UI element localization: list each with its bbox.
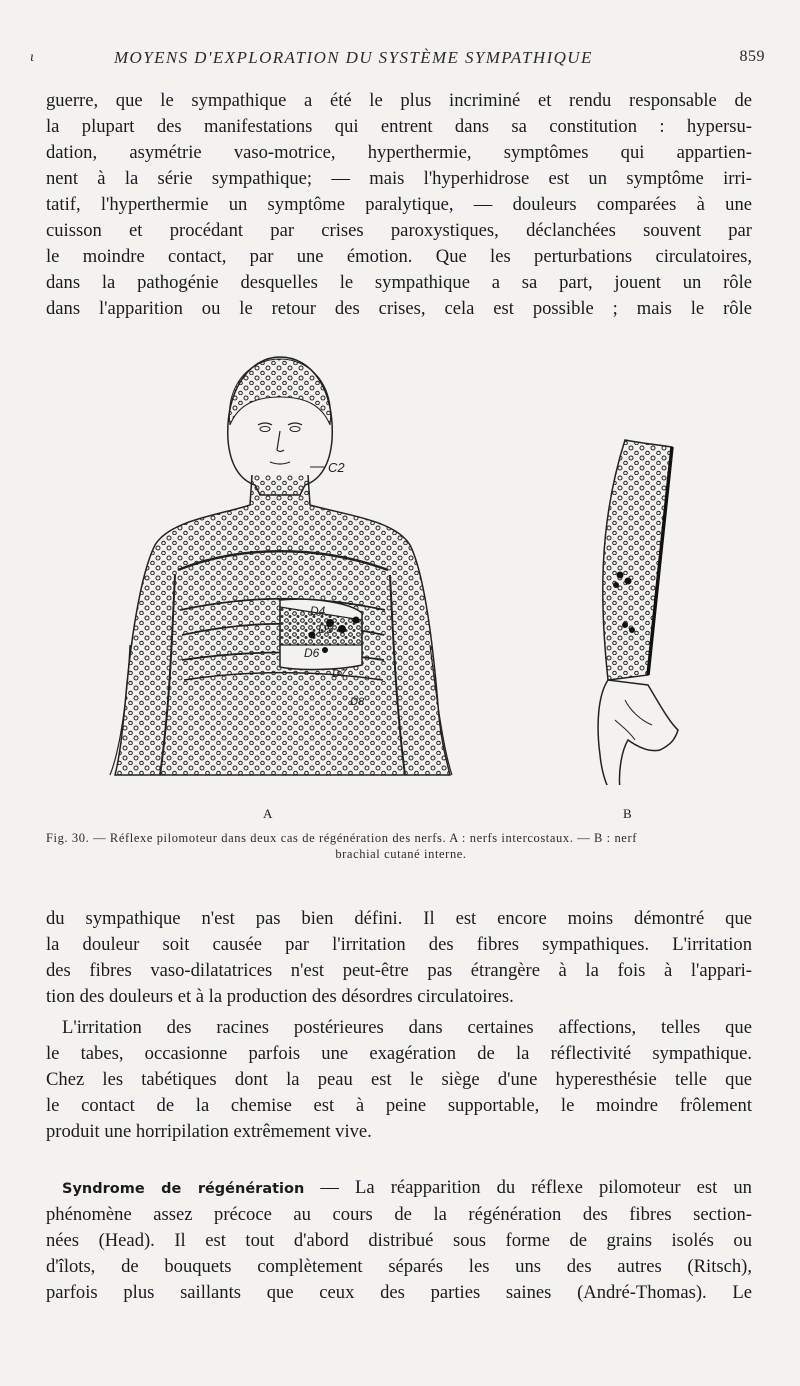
figure-b-arm — [598, 440, 678, 785]
text-line: L'irritation des racines postérieures dans certaines affections, telles que — [62, 1017, 752, 1038]
figure-label-a: A — [263, 806, 273, 821]
text-line: dans la pathogénie desquelles le sympathique a sa part, jouent un rôle — [46, 272, 752, 293]
text-line: d'îlots, de bouquets complètement séparés les uns des autres (Ritsch), — [46, 1256, 752, 1277]
text-line: guerre, que le sympathique a été le plus incriminé et rendu responsable de — [46, 90, 752, 111]
text-line: produit une horripilation extrêmement vive. — [46, 1121, 372, 1142]
text-line: du sympathique n'est pas bien défini. Il est encore moins démontré que — [46, 908, 752, 929]
annotation-c2: C2 — [328, 460, 345, 475]
caption-line-2: brachial cutané interne. — [335, 847, 467, 861]
text-line: tion des douleurs et à la production des désordres circulatoires. — [46, 986, 514, 1007]
text-line: nées (Head). Il est tout d'abord distribué sous forme de grains isolés ou — [46, 1230, 752, 1251]
figure-label-b: B — [623, 806, 632, 821]
paragraph-4 — [46, 1175, 752, 1306]
text-line: cuisson et procédant par crises paroxystiques, déclanchées souvent par — [46, 220, 752, 241]
section-heading: Syndrome de régénération — [62, 1181, 305, 1197]
running-header — [30, 48, 765, 74]
annotation-d4: D4 — [310, 604, 326, 618]
text-line: Chez les tabétiques dont la peau est le siège d'une hyperesthésie telle que — [46, 1069, 752, 1090]
annotation-d8: D8 — [350, 696, 365, 708]
text-line: parfois plus saillants que ceux des parties saines (André-Thomas). Le — [46, 1282, 752, 1303]
figure-caption — [46, 830, 756, 862]
paragraph-2 — [46, 906, 752, 1010]
figure-30-illustration — [100, 345, 700, 785]
heading-line-rest: — La réapparition du réflexe pilomoteur est un — [304, 1177, 752, 1198]
text-line: nent à la série sympathique; — mais l'hyperhidrose est un symptôme irri- — [46, 168, 752, 189]
caption-line-1: Fig. 30. — Réflexe pilomoteur dans deux cas de régénération des nerfs. A : nerfs intercostaux. — B : nerf — [46, 831, 637, 845]
annotation-d5: D5 — [318, 622, 334, 636]
annotation-d7: D7 — [332, 668, 347, 680]
text-line: la douleur soit causée par l'irritation des fibres sympathiques. L'irritation — [46, 934, 752, 955]
text-line: le moindre contact, par une émotion. Que les perturbations circulatoires, — [46, 246, 752, 267]
page-number: 859 — [739, 48, 765, 65]
paragraph-3 — [46, 1015, 752, 1145]
text-line: des fibres vaso-dilatatrices n'est peut-être pas étrangère à la fois à l'appari- — [46, 960, 752, 981]
text-line: dans l'apparition ou le retour des crises, cela est possible ; mais le rôle — [46, 298, 752, 319]
figure-a-torso — [110, 357, 452, 775]
paragraph-1 — [46, 88, 752, 322]
header-title: MOYENS D'EXPLORATION DU SYSTÈME SYMPATHIQUE — [114, 48, 593, 67]
text-line: le tabes, occasionne parfois une exagération de la réflectivité sympathique. — [46, 1043, 752, 1064]
annotation-d6: D6 — [304, 646, 320, 660]
text-line: le contact de la chemise est à peine supportable, le moindre frôlement — [46, 1095, 752, 1116]
text-line: tatif, l'hyperthermie un symptôme paralytique, — douleurs comparées à une — [46, 194, 752, 215]
text-line: phénomène assez précoce au cours de la régénération des fibres section- — [46, 1204, 752, 1225]
text-line: la plupart des manifestations qui entrent dans sa constitution : hypersu- — [46, 116, 752, 137]
text-line: dation, asymétrie vaso-motrice, hyperthermie, symptômes qui appartien- — [46, 142, 752, 163]
header-mark: ι — [30, 50, 36, 65]
text-line — [46, 1175, 752, 1202]
